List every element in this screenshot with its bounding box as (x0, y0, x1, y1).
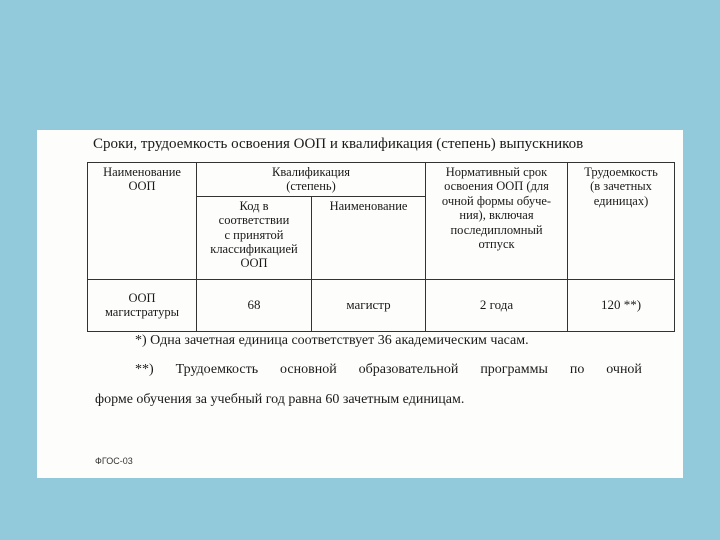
cell-qual-name: магистр (312, 279, 426, 331)
scanned-page (37, 130, 683, 478)
table-row (88, 279, 675, 331)
header-qualification: Квалификация (степень) (197, 163, 426, 197)
footnote-2-line-2: форме обучения за учебный год равна 60 зачетным единицам. (95, 392, 465, 407)
qualification-table (87, 162, 675, 332)
header-labor: Трудоемкость (в зачетных единицах) (568, 163, 675, 280)
cell-labor: 120 **) (568, 279, 675, 331)
header-name: Наименование ООП (88, 163, 197, 280)
header-qual-name: Наименование (312, 196, 426, 279)
footnote-1: *) Одна зачетная единица соответствует 36 академическим часам. (135, 333, 529, 348)
header-term: Нормативный срок освоения ООП (для очной формы обуче- ния), включая последипломный отпуск (426, 163, 568, 280)
document-footer: ФГОС-03 (95, 456, 133, 466)
cell-code: 68 (197, 279, 312, 331)
cell-term: 2 года (426, 279, 568, 331)
document-title: Сроки, трудоемкость освоения ООП и квалификация (степень) выпускников (93, 136, 584, 152)
footnote-2-line-1: **) Трудоемкость основной образовательной программы по очной (135, 362, 642, 377)
header-code: Код в соответствии с принятой классификацией ООП (197, 196, 312, 279)
cell-name: ООП магистратуры (88, 279, 197, 331)
